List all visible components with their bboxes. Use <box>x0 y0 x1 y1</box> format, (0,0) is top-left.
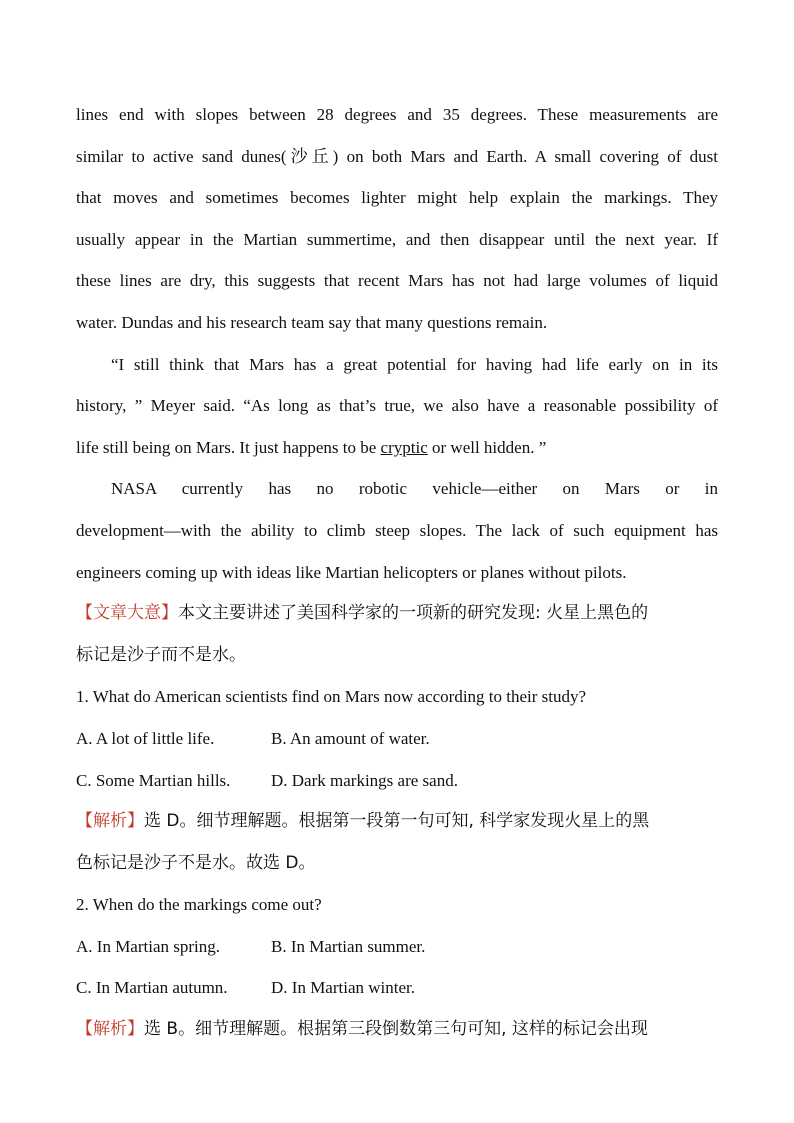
option-b[interactable]: B. In Martian summer. <box>271 936 426 956</box>
analysis-line <box>76 1009 718 1051</box>
text-span: or well hidden. ” <box>427 437 547 457</box>
text-line <box>76 427 718 469</box>
options-row <box>76 967 718 1009</box>
options-row <box>76 718 718 760</box>
summary-text: 本文主要讲述了美国科学家的一项新的研究发现: 火星上黑色的 <box>178 603 649 624</box>
passage-paragraph-3 <box>76 468 718 593</box>
question-stem: 2. When do the markings come out? <box>76 895 322 915</box>
options-row <box>76 760 718 802</box>
document-page <box>76 94 718 1051</box>
underlined-word: cryptic <box>380 437 428 457</box>
text-line: history, ” Meyer said. “As long as that’s true, we also have a reasonable possibility of <box>76 396 718 416</box>
analysis-line: 色标记是沙子不是水。故选 D。 <box>76 852 316 873</box>
passage-paragraph-2 <box>76 344 718 469</box>
option-a[interactable]: A. In Martian spring. <box>76 936 221 956</box>
text-line: similar to active sand dunes(沙丘) on both Mars and Earth. A small covering of dust <box>76 146 718 166</box>
text-line: that moves and sometimes becomes lighter might help explain the markings. They <box>76 188 718 208</box>
text-line: “I still think that Mars has a great potential for having had life early on in its <box>111 354 718 374</box>
option-d[interactable]: D. In Martian winter. <box>271 978 415 998</box>
article-summary <box>76 593 718 676</box>
passage-paragraph-1 <box>76 94 718 344</box>
analysis-tag: 【解析】 <box>76 1019 144 1040</box>
text-line: NASA currently has no robotic vehicle—either on Mars or in <box>111 479 718 499</box>
option-c[interactable]: C. In Martian autumn. <box>76 978 228 998</box>
options-row <box>76 926 718 968</box>
summary-line: 标记是沙子而不是水。 <box>76 644 246 665</box>
text-line: water. Dundas and his research team say that many questions remain. <box>76 312 548 332</box>
analysis-line <box>76 801 718 843</box>
text-line: lines end with slopes between 28 degrees and 35 degrees. These measurements are <box>76 105 718 124</box>
option-b[interactable]: B. An amount of water. <box>271 728 430 748</box>
analysis-text: 选 B。细节理解题。根据第三段倒数第三句可知, 这样的标记会出现 <box>144 1019 648 1040</box>
analysis-text: 选 D。细节理解题。根据第一段第一句可知, 科学家发现火星上的黑 <box>144 811 650 832</box>
question-2 <box>76 884 718 1050</box>
question-1 <box>76 676 718 884</box>
option-c[interactable]: C. Some Martian hills. <box>76 770 231 790</box>
text-line: these lines are dry, this suggests that recent Mars has not had large volumes of liquid <box>76 271 718 291</box>
summary-tag: 【文章大意】 <box>76 603 178 624</box>
text-line: engineers coming up with ideas like Martian helicopters or planes without pilots. <box>76 562 627 582</box>
option-a[interactable]: A. A lot of little life. <box>76 728 215 748</box>
text-line: usually appear in the Martian summertime, and then disappear until the next year. If <box>76 229 718 249</box>
text-line: development—with the ability to climb steep slopes. The lack of such equipment has <box>76 520 718 540</box>
option-d[interactable]: D. Dark markings are sand. <box>271 770 458 790</box>
question-stem: 1. What do American scientists find on Mars now according to their study? <box>76 687 587 707</box>
text-span: life still being on Mars. It just happens to be <box>76 437 381 457</box>
analysis-tag: 【解析】 <box>76 811 144 832</box>
summary-line <box>76 593 718 635</box>
